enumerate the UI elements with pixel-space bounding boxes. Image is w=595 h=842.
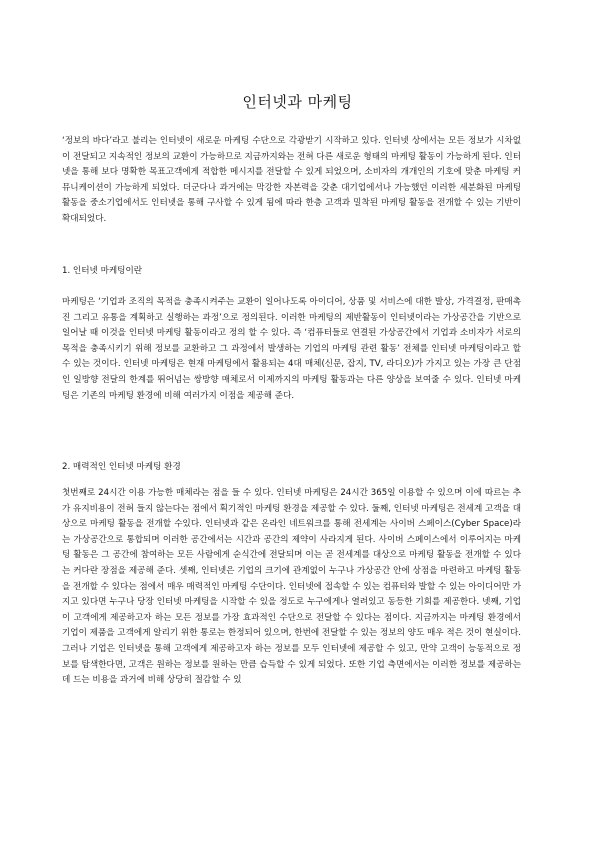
section-2-heading: 2. 매력적인 인터넷 마케팅 환경 bbox=[62, 462, 181, 472]
section-1-paragraph: 마케팅은 ‘기업과 조직의 목적을 충족시켜주는 교환이 일어나도록 아이디어, 상품 및 서비스에 대한 발상, 가격결정, 판매촉진 그리고 유통을 계획하고 실행하는 과정’으로 정의된다. 이러한 마케팅의 제반활동이 인터넷이라는 가상공간을 기반으로 일어날 때 이것을 인터넷 마케팅 활동이라고 정의 할 수 있다. 즉 ‘컴퓨터들로 연결된 가상공간에서 기업과 소비자가 서로의 목적을 충족시키기 위해 정보를 교환하고 그 과정에서 발생하는 기업의 마케팅 관련 활동’ 전체를 인터넷 마케팅이라고 할 수 있는 것이다. 인터넷 마케팅은 현재 마케팅에서 활용되는 4대 매체(신문, 잡지, TV, 라디오)가 가지고 있는 가장 큰 단점인 일방향 전달의 한계를 뛰어넘는 쌍방향 매체로서 이제까지의 마케팅 활동과는 다른 양상을 보여줄 수 있다. 인터넷 마케팅은 기존의 마케팅 환경에 비해 여러가지 이점을 제공해 준다. bbox=[62, 297, 521, 401]
document-title: 인터넷과 마케팅 bbox=[242, 93, 353, 111]
section-1-heading: 1. 인터넷 마케팅이란 bbox=[62, 266, 143, 276]
section-2-paragraph: 첫번째로 24시간 이용 가능한 매체라는 점을 들 수 있다. 인터넷 마케팅은 24시간 365일 이용할 수 있으며 이에 따르는 추가 유지비용이 전혀 들지 않는다는 점에서 획기적인 마케팅 환경을 제공할 수 있다. 둘째, 인터넷 마케팅은 전세계 고객을 대상으로 마케팅 활동을 전개할 수있다. 인터넷과 같은 온라인 네트워크를 통해 전세계는 사이버 스페이스(Cyber Space)라는 가상공간으로 통합되며 이러한 공간에서는 시간과 공간의 제약이 사라지게 된다. 사이버 스페이스에서 이루어지는 마케팅 활동은 그 공간에 참여하는 모든 사람에게 순식간에 전달되며 이는 곧 전세계를 대상으로 마케팅 활동을 전개할 수 있다는 커다란 장점을 제공해 준다. 셋째, 인터넷은 기업의 크기에 관계없이 누구나 가상공간 안에 상점을 마련하고 마케팅 활동을 전개할 수 있다는 점에서 매우 매력적인 마케팅 수단이다. 인터넷에 접속할 수 있는 컴퓨터와 발할 수 있는 아이디어만 가지고 있다면 누구나 당장 인터넷 마케팅을 시작할 수 있을 정도로 누구에게나 열려있고 동등한 기회를 제공한다. 넷째, 기업이 고객에게 제공하고자 하는 모든 정보를 가장 효과적인 수단으로 전달할 수 있다는 점이다. 지금까지는 마케팅 환경에서 기업이 제품을 고객에게 알리기 위한 통로는 한정되어 있으며, 한번에 전달할 수 있는 정보의 양도 매우 적은 것이 현실이다. 그러나 기업은 인터넷을 통해 고객에게 제공하고자 하는 정보를 모두 인터넷에 제공할 수 있고, 만약 고객이 능동적으로 정보를 탐색한다면, 고객은 원하는 정보를 원하는 만큼 습득할 수 있게 되었다. 또한 기업 측면에서는 이러한 정보를 제공하는데 드는 비용을 과거에 비해 상당히 절감할 수 있 bbox=[62, 488, 521, 686]
intro-paragraph: ‘정보의 바다’라고 불리는 인터넷이 새로운 마케팅 수단으로 각광받기 시작하고 있다. 인터넷 상에서는 모든 정보가 시차없이 전달되고 지속적인 정보의 교환이 가능하므로 지금까지와는 전혀 다른 새로운 형태의 마케팅 활동이 가능하게 된다. 인터넷을 통해 보다 명확한 목표고객에게 적합한 메시지를 전달할 수 있게 되었으며, 소비자의 개개인의 기호에 맞춘 마케팅 커뮤니케이션이 가능하게 되었다. 더군다나 과거에는 막강한 자본력을 갖춘 대기업에서나 가능했던 이러한 세분화된 마케팅 활동을 중소기업에서도 인터넷을 통해 구사할 수 있게 됨에 따라 한층 고객과 밀착된 마케팅 활동을 전개할 수 있는 기반이 확대되었다. bbox=[62, 136, 521, 224]
